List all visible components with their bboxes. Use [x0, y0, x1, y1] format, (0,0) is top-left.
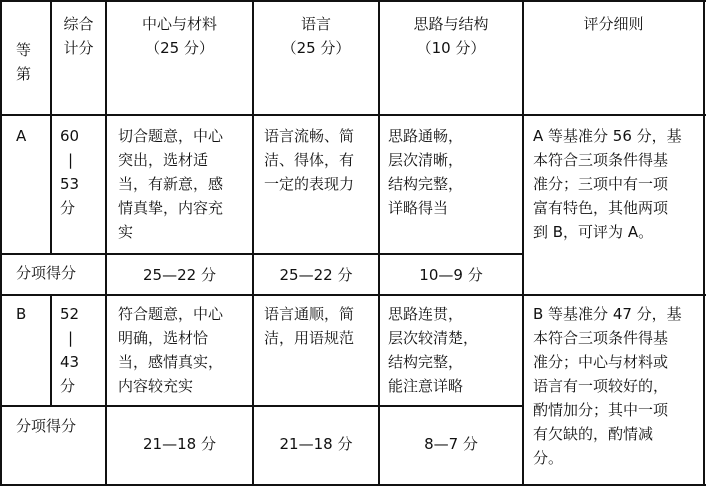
- header-total: [52, 12, 105, 60]
- language-line: 语言流畅、简: [264, 127, 355, 145]
- row-b-sub-language: 21—18 分: [279, 435, 353, 453]
- row-b-rules: [533, 302, 703, 470]
- row-b-sub-structure: 8—7 分: [424, 435, 478, 453]
- row-b-language: [264, 302, 378, 350]
- content-line: 明确，选材恰: [118, 329, 209, 347]
- range-line: |: [68, 151, 74, 169]
- header-structure: [380, 12, 522, 60]
- header-content: [107, 12, 252, 60]
- structure-line: 思路通畅，: [388, 127, 464, 145]
- row-a-sub-structure: 10—9 分: [419, 266, 483, 284]
- range-line: 60: [60, 127, 80, 145]
- structure-line: 详略得当: [388, 199, 449, 217]
- header-rules: [524, 12, 703, 36]
- content-line: 情真挚，内容充: [118, 199, 224, 217]
- header-grade: [16, 38, 46, 86]
- header-content-line: （25 分）: [145, 39, 214, 57]
- row-b-sub-label: 分项得分: [16, 417, 77, 435]
- rules-line: 富有特色，其他两项: [533, 199, 669, 217]
- header-language: [254, 12, 378, 60]
- row-b-sub-content: 21—18 分: [143, 435, 216, 453]
- table-rule: [50, 294, 52, 405]
- rules-line: 有欠缺的，酌情减: [533, 425, 654, 443]
- range-line: 53: [60, 175, 80, 193]
- table-rule: [378, 0, 380, 486]
- language-line: 洁，用语规范: [264, 329, 355, 347]
- table-rule: [0, 253, 522, 255]
- rules-line: 语言有一项较好的，: [533, 377, 669, 395]
- row-a-content: [118, 124, 252, 244]
- header-content-line: 中心与材料: [141, 15, 217, 33]
- table-rule: [0, 405, 522, 407]
- header-grade-line: 等: [16, 41, 32, 59]
- rules-line: A 等基准分 56 分，基: [533, 127, 682, 145]
- header-language-line: （25 分）: [281, 39, 351, 57]
- structure-line: 能注意详略: [388, 377, 464, 395]
- row-a-rules: [533, 124, 703, 244]
- range-line: 43: [60, 353, 80, 371]
- rules-line: B 等基准分 47 分，基: [533, 305, 682, 323]
- header-total-line: 计分: [63, 39, 94, 57]
- content-line: 符合题意，中心: [118, 305, 224, 323]
- language-line: 语言通顺，简: [264, 305, 355, 323]
- row-b-range: [60, 302, 100, 398]
- table-rule: [252, 0, 254, 486]
- content-line: 突出，选材适: [118, 151, 209, 169]
- header-total-line: 综合: [63, 15, 94, 33]
- structure-line: 结构完整，: [388, 353, 464, 371]
- rules-line: 酌情加分；其中一项: [533, 401, 669, 419]
- row-a-sub-content: 25—22 分: [143, 266, 216, 284]
- row-a-range: [60, 124, 100, 220]
- language-line: 一定的表现力: [264, 175, 355, 193]
- row-a-language: [264, 124, 378, 196]
- content-line: 内容较充实: [118, 377, 194, 395]
- table-rule: [522, 0, 524, 486]
- row-b-content: [118, 302, 252, 398]
- row-a-structure: [388, 124, 522, 220]
- table-rule: [703, 0, 705, 486]
- rules-line: 本符合三项条件得基: [533, 151, 669, 169]
- header-structure-line: （10 分）: [416, 39, 486, 57]
- rules-line: 到 B，可评为 A。: [533, 223, 654, 241]
- language-line: 洁、得体，有: [264, 151, 355, 169]
- row-a-sub-label: 分项得分: [16, 264, 77, 282]
- header-language-line: 语言: [300, 15, 331, 33]
- rules-line: 分。: [533, 449, 564, 467]
- header-structure-line: 思路与结构: [413, 15, 489, 33]
- range-line: 分: [60, 199, 76, 217]
- content-line: 切合题意，中心: [118, 127, 224, 145]
- table-rule: [0, 0, 2, 486]
- header-rules-line: 评分细则: [583, 15, 644, 33]
- structure-line: 结构完整，: [388, 175, 464, 193]
- range-line: |: [68, 329, 74, 347]
- rules-line: 准分；三项中有一项: [533, 175, 669, 193]
- range-line: 52: [60, 305, 80, 323]
- header-grade-line: 第: [16, 65, 32, 83]
- content-line: 当，感情真实，: [118, 353, 224, 371]
- rules-line: 准分；中心与材料或: [533, 353, 669, 371]
- structure-line: 层次清晰，: [388, 151, 464, 169]
- row-a-sub-language: 25—22 分: [279, 266, 353, 284]
- rules-line: 本符合三项条件得基: [533, 329, 669, 347]
- row-b-grade: B: [16, 305, 27, 323]
- structure-line: 思路连贯，: [388, 305, 464, 323]
- range-line: 分: [60, 377, 76, 395]
- row-a-grade: A: [16, 127, 27, 145]
- structure-line: 层次较清楚，: [388, 329, 479, 347]
- row-b-structure: [388, 302, 522, 398]
- content-line: 实: [118, 223, 134, 241]
- content-line: 当，有新意，感: [118, 175, 224, 193]
